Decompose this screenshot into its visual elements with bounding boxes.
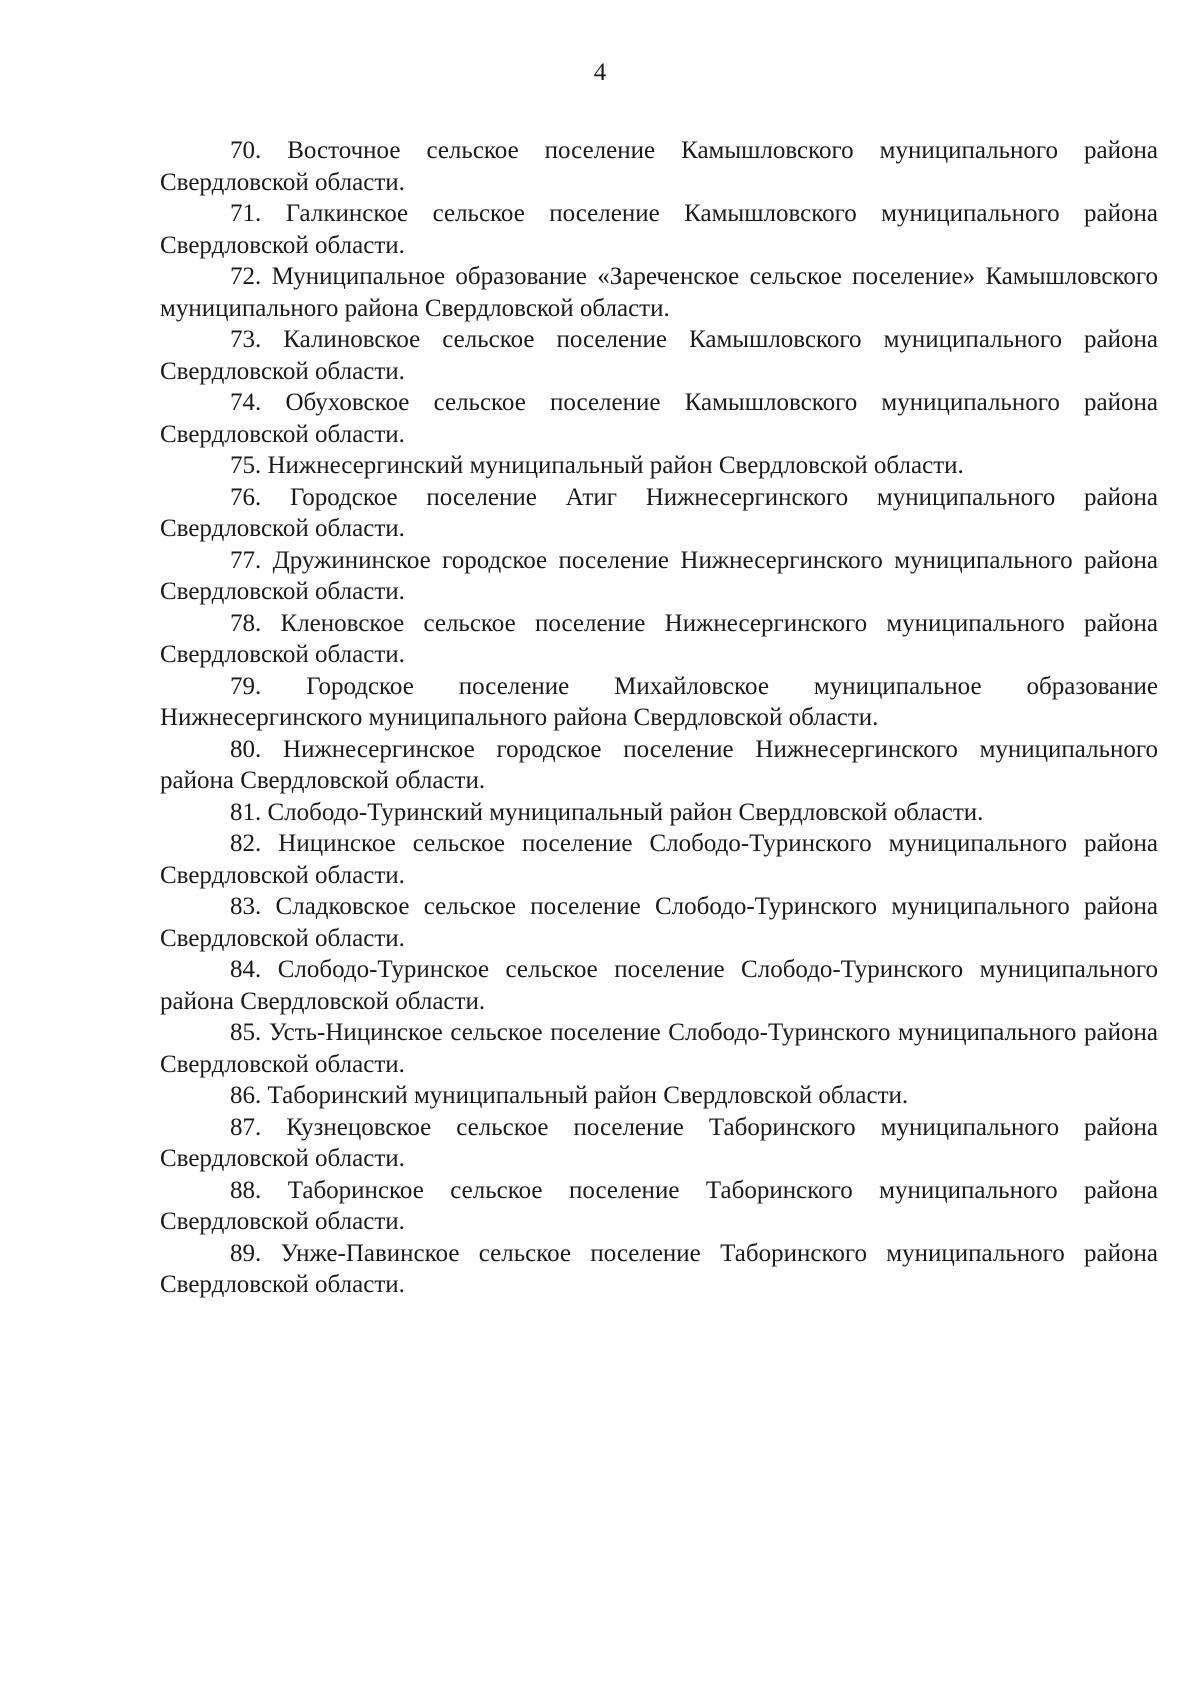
list-item — [160, 1080, 1158, 1112]
item-number: 71. — [230, 200, 262, 227]
list-item — [160, 608, 1158, 671]
item-text: Дружининское городское поселение Нижнесергинского муниципального района Свердловской области. — [160, 546, 1159, 605]
item-text: Муниципальное образование «Зареченское сельское поселение» Камышловского муниципального района Свердловской области. — [160, 263, 1158, 322]
list-item — [160, 545, 1158, 608]
list-item — [160, 1238, 1158, 1301]
list-item — [160, 671, 1158, 734]
list-item — [160, 198, 1158, 261]
item-text: Кузнецовское сельское поселение Таборинского муниципального района Свердловской области. — [160, 1113, 1158, 1172]
item-text: Калиновское сельское поселение Камышловского муниципального района Свердловской области. — [160, 326, 1159, 385]
item-text: Нижнесергинское городское поселение Нижнесергинского муниципального района Свердловской области. — [160, 735, 1159, 794]
item-number: 77. — [230, 546, 262, 574]
item-number: 72. — [230, 263, 262, 290]
item-text: Городское поселение Михайловское муниципальное образование Нижнесергинского муниципального района Свердловской области. — [160, 672, 1158, 731]
item-text: Усть-Ницинское сельское поселение Слободо-Туринского муниципального района Свердловской области. — [160, 1019, 1159, 1078]
item-text: Восточное сельское поселение Камышловского муниципального района Свердловской области. — [160, 137, 1158, 196]
item-number: 78. — [230, 609, 262, 637]
item-text: Обуховское сельское поселение Камышловского муниципального района Свердловской области. — [160, 389, 1158, 448]
item-text: Унже-Павинское сельское поселение Таборинского муниципального района Свердловской области. — [160, 1239, 1159, 1298]
item-number: 86. — [230, 1082, 262, 1109]
list-item — [160, 450, 1158, 482]
item-number: 83. — [230, 893, 262, 920]
list-item — [160, 135, 1158, 198]
list-item — [160, 734, 1158, 797]
list-item — [160, 261, 1158, 324]
item-text: Таборинское сельское поселение Таборинского муниципального района Свердловской области. — [160, 1176, 1159, 1235]
item-text: Слободо-Туринское сельское поселение Слободо-Туринского муниципального района Свердловской области. — [160, 956, 1159, 1015]
list-item — [160, 482, 1158, 545]
item-number: 79. — [230, 672, 262, 700]
item-text: Городское поселение Атиг Нижнесергинского муниципального района Свердловской области. — [160, 483, 1158, 542]
list-item — [160, 324, 1158, 387]
item-number: 87. — [230, 1113, 262, 1141]
item-text: Галкинское сельское поселение Камышловского муниципального района Свердловской области. — [160, 200, 1158, 259]
list-item — [160, 1112, 1158, 1175]
list-item — [160, 1175, 1158, 1238]
item-text: Слободо-Туринский муниципальный район Свердловской области. — [267, 798, 984, 826]
list-item — [160, 891, 1158, 954]
item-text: Сладковское сельское поселение Слободо-Туринского муниципального района Свердловской области. — [160, 893, 1159, 952]
item-number: 89. — [230, 1239, 262, 1267]
item-number: 80. — [230, 735, 262, 763]
item-text: Таборинский муниципальный район Свердловской области. — [267, 1082, 909, 1109]
list-item — [160, 387, 1158, 450]
item-number: 82. — [230, 830, 262, 857]
item-number: 88. — [230, 1176, 262, 1204]
list-item — [160, 828, 1158, 891]
item-number: 85. — [230, 1019, 262, 1046]
list-item — [160, 1017, 1158, 1080]
page-number: 4 — [593, 59, 607, 86]
list-item — [160, 954, 1158, 1017]
item-number: 84. — [230, 956, 262, 983]
list-item — [160, 797, 1158, 829]
item-number: 70. — [230, 137, 262, 164]
item-number: 81. — [230, 798, 262, 826]
item-number: 75. — [230, 452, 262, 479]
item-text: Ницинское сельское поселение Слободо-Туринского муниципального района Свердловской области. — [160, 830, 1158, 889]
item-number: 76. — [230, 483, 262, 511]
item-number: 73. — [230, 326, 262, 353]
item-number: 74. — [230, 389, 262, 416]
item-text: Нижнесергинский муниципальный район Свердловской области. — [267, 452, 964, 479]
municipality-list — [160, 135, 1158, 1301]
item-text: Кленовское сельское поселение Нижнесергинского муниципального района Свердловской области. — [160, 609, 1159, 668]
